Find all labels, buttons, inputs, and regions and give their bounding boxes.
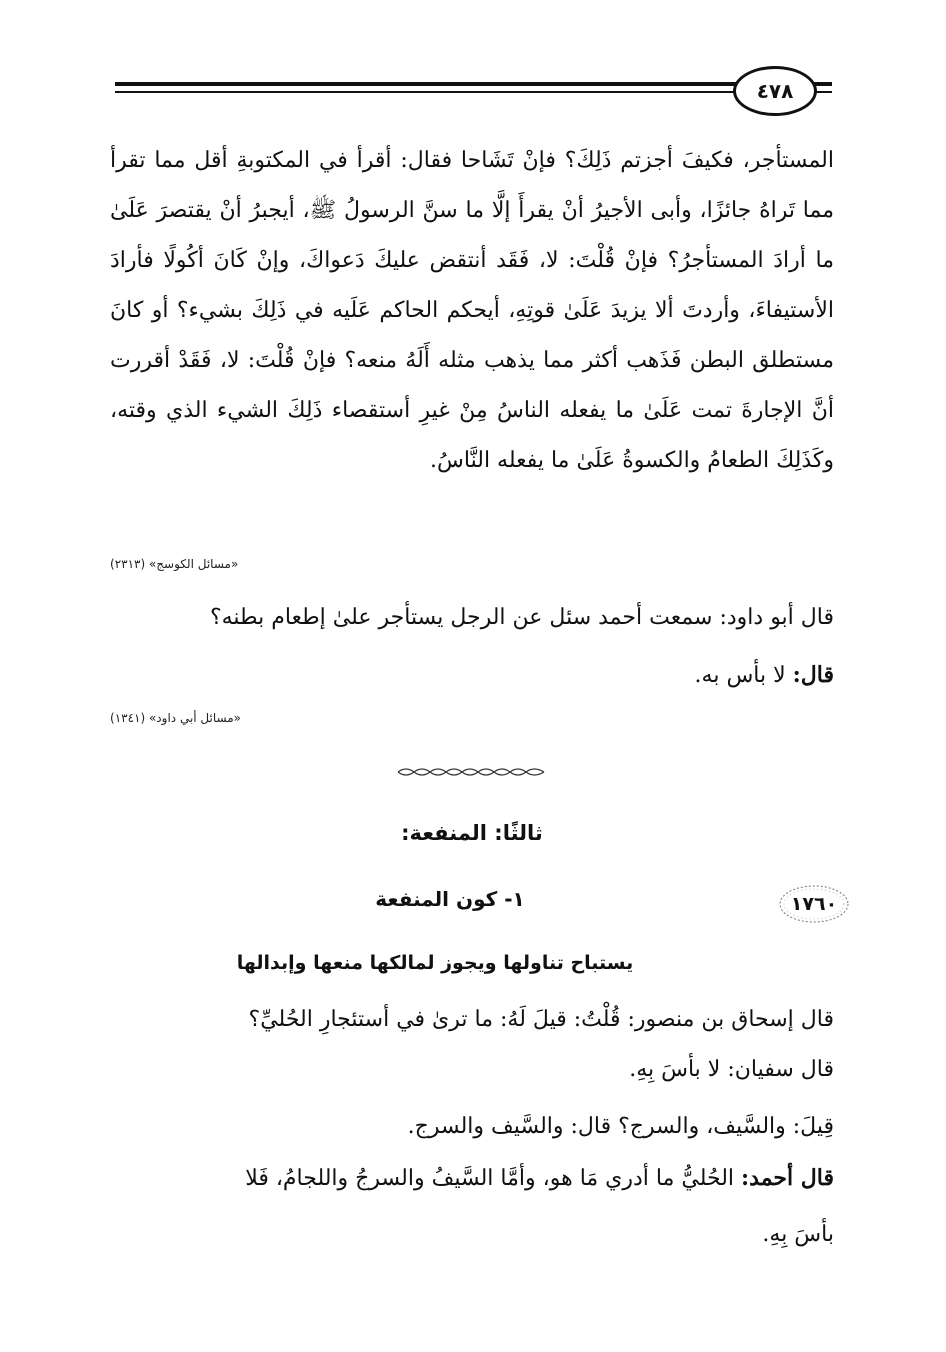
header-rule-thin xyxy=(115,91,832,93)
text-line-question: قِيلَ: والسَّيف، والسرج؟ قال: والسَّيف والسرج. xyxy=(407,1114,834,1139)
answer-text: لا بأس به. xyxy=(694,663,793,688)
text-line-answer xyxy=(110,655,834,696)
text-line-sufyan: قال سفيان: لا بأسَ بِهِ. xyxy=(629,1057,834,1082)
source-citation-2: «مسائل أبي داود» (١٣٤١) xyxy=(110,711,241,725)
section-heading: ثالثًا: المنفعة: xyxy=(401,821,543,845)
text-line-abu-dawud: قال أبو داود: سمعت أحمد سئل عن الرجل يستأجر علىٰ إطعام بطنه؟ xyxy=(209,605,834,630)
text-line-ahmad xyxy=(110,1158,834,1199)
header-rule-thick xyxy=(115,82,832,86)
speaker-label-ahmad: قال أحمد: xyxy=(741,1165,834,1191)
issue-number-badge xyxy=(778,884,850,924)
speaker-label: قال: xyxy=(792,662,834,688)
issue-title: ١- كون المنفعة xyxy=(375,887,525,911)
text-line-ishaq: قال إسحاق بن منصور: قُلْتُ: قيلَ لَهُ: ما ترىٰ في أستئجارِ الحُليِّ؟ xyxy=(248,1007,834,1032)
ahmad-text: الحُليُّ ما أدري مَا هو، وأمَّا السَّيفُ والسرجُ واللجامُ، فَلا xyxy=(245,1166,742,1191)
ornament-divider-icon xyxy=(396,765,546,779)
source-citation-1: «مسائل الكوسج» (٢٣١٣) xyxy=(110,557,239,571)
issue-number: ١٧٦٠ xyxy=(790,893,838,915)
main-paragraph: المستأجر، فكيفَ أجزتم ذَلِكَ؟ فإنْ تَشَاحا فقال: أقرأ في المكتوبةِ أقل مما تقرأ مما تَراهُ جائزًا، وأبى الأجيرُ أنْ يقرأَ إلَّا ما سنَّ الرسولُ ﷺ، أيجبرُ أنْ يقتصرَ عَلَىٰ ما أرادَ المستأجرُ؟ فإنْ قُلْتَ: لا، فَقَد أنتقض عليكَ دَعواكَ، وإنْ كَانَ أكُولًا فأرادَ الأستيفاءَ، وأردتَ ألا يزيدَ عَلَىٰ قوتِهِ، أيحكم الحاكم عَلَيه في ذَلِكَ بشيء؟ أو كانَ مستطلق البطن فَذَهب أكثر مما يذهب مثله أَلَهُ منعه؟ فإنْ قُلْتَ: لا، فَقَدْ أقررت أنَّ الإجارةَ تمت عَلَىٰ ما يفعله الناسُ مِنْ غيرِ أستقصاء ذَلِكَ الشيء الذي وقته، وكَذَلِكَ الطعامُ والكسوةُ عَلَىٰ ما يفعله النَّاسُ. xyxy=(110,148,834,473)
page-number: ٤٧٨ xyxy=(733,66,817,116)
text-line-end: بأسَ بِهِ. xyxy=(762,1222,834,1247)
issue-subtitle: يستباح تناولها ويجوز لمالكها منعها وإبدالها xyxy=(236,952,634,974)
